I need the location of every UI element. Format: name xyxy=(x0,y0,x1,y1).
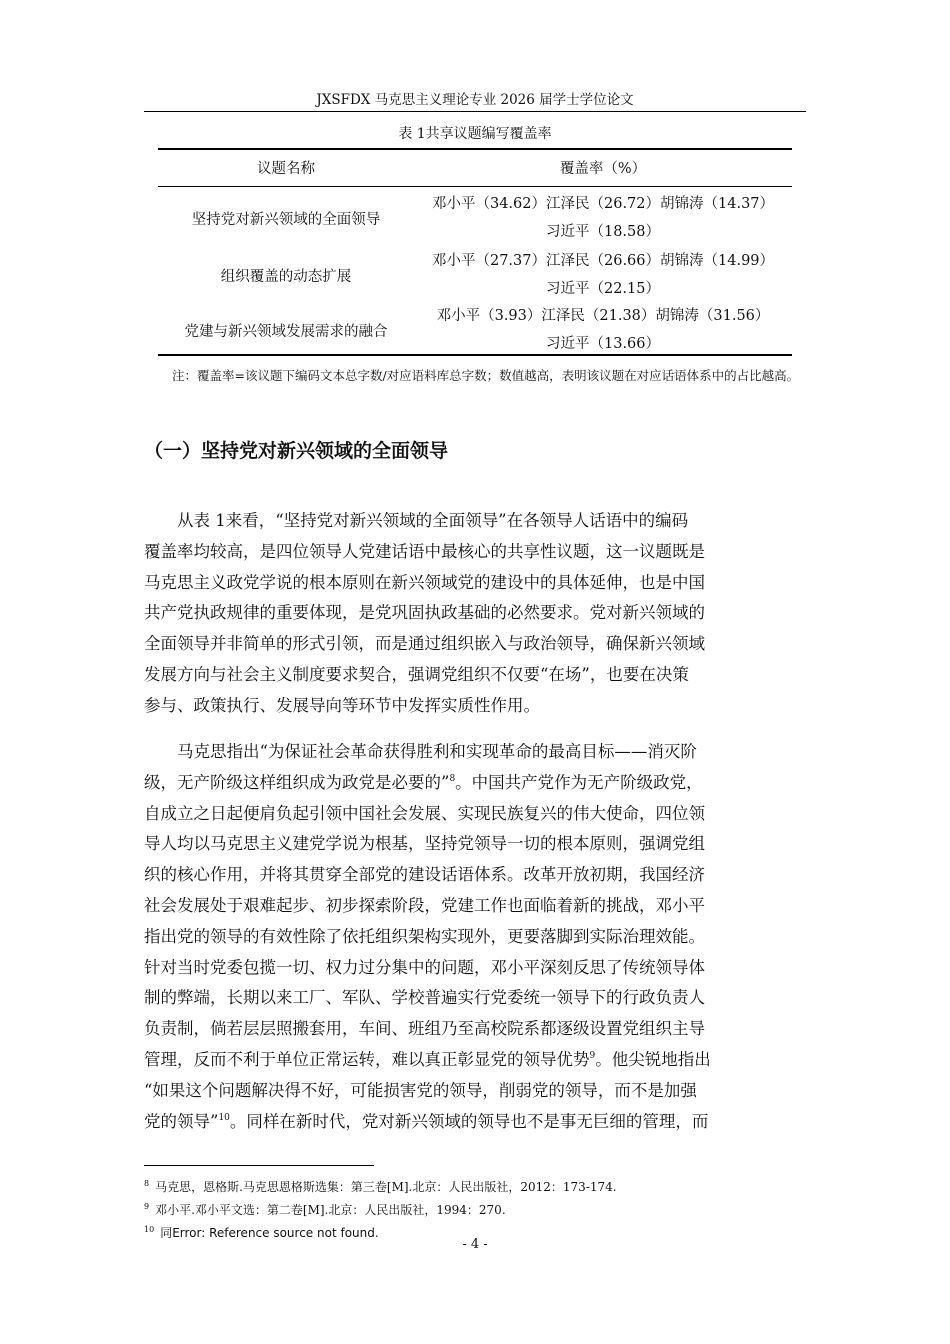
footnote-marker[interactable]: 8 xyxy=(449,773,456,784)
footnote-number: 8 xyxy=(144,1179,150,1188)
section-heading: （一）坚持党对新兴领域的全面领导 xyxy=(144,440,449,462)
text-line: 负责制，倘若层层照搬套用，车间、班组乃至高校院系都逐级设置党组织主导 xyxy=(144,1019,705,1039)
text-line: 参与、政策执行、发展导向等环节中发挥实质性作用。 xyxy=(144,695,540,715)
text-segment: 。中国共产党作为无产阶级政党， xyxy=(455,772,703,792)
reference-error-text: Error: Reference source not found. xyxy=(172,1226,379,1240)
text-line xyxy=(144,768,806,799)
footnote-text: 同 xyxy=(160,1226,173,1240)
table-caption: 表 1共享议题编写覆盖率 xyxy=(398,126,552,142)
table-bottom-rule xyxy=(158,354,792,356)
topic-name: 组织覆盖的动态扩展 xyxy=(220,268,352,285)
text-line: 制的弊端，长期以来工厂、军队、学校普遍实行党委统一领导下的行政负责人 xyxy=(144,988,705,1008)
table-row xyxy=(158,190,792,246)
text-segment: 级，无产阶级这样组织成为政党是必要的” xyxy=(144,772,450,792)
coverage-line: 邓小平（34.62）江泽民（26.72）胡锦涛（14.37） xyxy=(431,196,775,212)
table-header-coverage: 覆盖率（%） xyxy=(559,161,647,177)
running-header: JXSFDX 马克思主义理论专业 2026 届学士学位论文 xyxy=(316,92,634,108)
coverage-line: 邓小平（27.37）江泽民（26.66）胡锦涛（14.99） xyxy=(431,253,775,269)
table-header-rule xyxy=(158,186,792,187)
text-line: 共产党执政规律的重要体现，是党巩固执政基础的必然要求。党对新兴领域的 xyxy=(144,603,705,623)
table-header-topic: 议题名称 xyxy=(257,161,315,177)
coverage-values xyxy=(414,190,792,246)
page-number: - 4 - xyxy=(462,1237,488,1252)
text-line: 社会发展处于艰难起步、初步探索阶段，党建工作也面临着新的挑战，邓小平 xyxy=(144,895,705,915)
footnote-marker[interactable]: 9 xyxy=(589,1050,596,1061)
text-line: 覆盖率均较高，是四位领导人党建话语中最核心的共享性议题，这一议题既是 xyxy=(144,541,705,561)
paragraph-2 xyxy=(144,737,806,1137)
footnote-marker[interactable]: 10 xyxy=(218,1112,230,1123)
footnote-number: 9 xyxy=(144,1202,150,1211)
text-line: 发展方向与社会主义制度要求契合，强调党组织不仅要“在场”，也要在决策 xyxy=(144,664,689,684)
text-line: 针对当时党委包揽一切、权力过分集中的问题，邓小平深刻反思了传统领导体 xyxy=(144,957,705,977)
footnote-text: 邓小平.邓小平文选：第二卷[M].北京：人民出版社，1994：270. xyxy=(155,1203,506,1217)
coverage-line: 习近平（18.58） xyxy=(545,224,660,240)
footnote-item xyxy=(144,1197,806,1220)
text-line xyxy=(144,1107,806,1138)
text-line: 全面领导并非简单的形式引领，而是通过组织嵌入与政治领导，确保新兴领域 xyxy=(144,634,705,654)
topic-name: 坚持党对新兴领域的全面领导 xyxy=(191,211,381,228)
topic-name: 党建与新兴领域发展需求的融合 xyxy=(184,323,388,340)
paragraph-1 xyxy=(144,506,806,722)
text-line: 自成立之日起便肩负起引领中国社会发展、实现民族复兴的伟大使命，四位领 xyxy=(144,803,705,823)
coverage-line: 邓小平（3.93）江泽民（21.38）胡锦涛（31.56） xyxy=(436,308,770,324)
table-row xyxy=(158,302,792,358)
text-line: “如果这个问题解决得不好，可能损害党的领导，削弱党的领导，而不是加强 xyxy=(144,1080,697,1100)
footnote-separator xyxy=(144,1165,374,1166)
text-line: 指出党的领导的有效性除了依托组织架构实现外，更要落脚到实际治理效能。 xyxy=(144,926,705,946)
text-line: 织的核心作用，并将其贯穿全部党的建设话语体系。改革开放初期，我国经济 xyxy=(144,865,705,885)
table-row xyxy=(158,247,792,303)
text-line xyxy=(144,1045,806,1076)
coverage-line: 习近平（22.15） xyxy=(545,281,660,297)
header-rule xyxy=(144,111,806,112)
footnote-number: 10 xyxy=(144,1225,155,1234)
table-top-rule xyxy=(158,148,792,150)
text-segment: 。他尖锐地指出 xyxy=(595,1049,711,1069)
text-segment: 管理，反而不利于单位正常运转，难以真正彰显党的领导优势 xyxy=(144,1049,590,1069)
text-segment: 。同样在新时代，党对新兴领域的领导也不是事无巨细的管理，而 xyxy=(229,1111,709,1131)
coverage-values xyxy=(414,247,792,303)
footnote-item xyxy=(144,1174,806,1197)
text-segment: 党的领导” xyxy=(144,1111,219,1131)
footnotes xyxy=(144,1174,806,1243)
text-line: 从表 1来看，“坚持党对新兴领域的全面领导”在各领导人话语中的编码 xyxy=(177,511,689,530)
text-line: 导人均以马克思主义建党学说为根基，坚持党领导一切的根本原则，强调党组 xyxy=(144,834,705,854)
coverage-line: 习近平（13.66） xyxy=(545,336,660,352)
coverage-values xyxy=(414,302,792,358)
text-line: 马克思主义政党学说的根本原则在新兴领域党的建设中的具体延伸，也是中国 xyxy=(144,572,705,592)
footnote-text: 马克思，恩格斯.马克思恩格斯选集：第三卷[M].北京：人民出版社，2012：173-174. xyxy=(155,1180,617,1194)
table-note: 注：覆盖率=该议题下编码文本总字数/对应语料库总字数；数值越高，表明该议题在对应话语体系中的占比越高。 xyxy=(172,368,800,383)
text-line: 马克思指出“为保证社会革命获得胜利和实现革命的最高目标——消灭阶 xyxy=(177,742,697,761)
